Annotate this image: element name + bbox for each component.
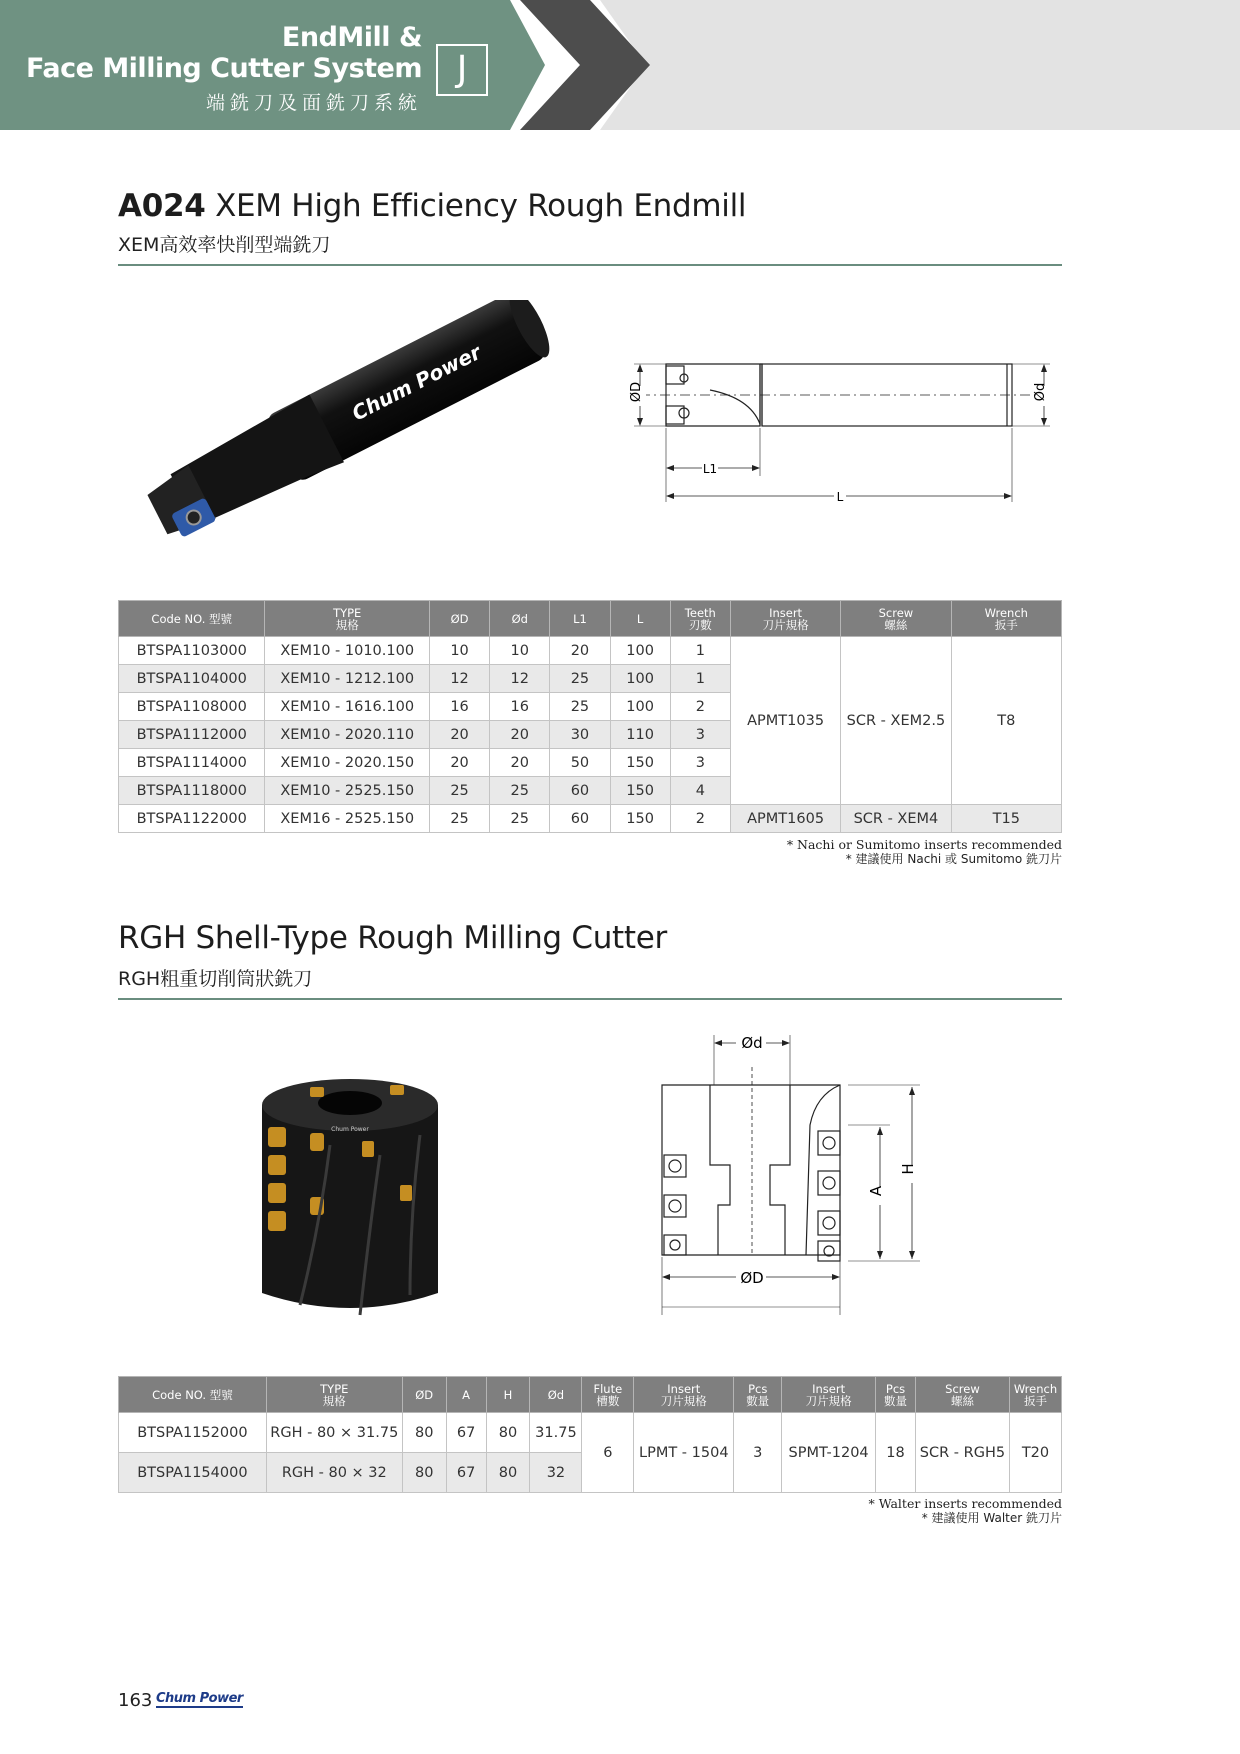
section1-rule — [118, 264, 1062, 266]
xem-spec-table — [118, 600, 1062, 833]
section2-title: RGH Shell-Type Rough Milling Cutter — [118, 920, 667, 956]
page-number: 163 — [118, 1690, 153, 1711]
endmill-photo — [130, 300, 570, 560]
rgh-photo — [250, 1075, 450, 1335]
group-b-screw: SCR - XEM4 — [841, 805, 951, 833]
group-b-wrench: T15 — [951, 805, 1061, 833]
dim-D-label: ØD — [629, 381, 644, 403]
shared-screw: SCR - RGH5 — [915, 1413, 1009, 1493]
shared-pcs2: 18 — [876, 1413, 916, 1493]
section2-note — [868, 1497, 1062, 1525]
rgh-dim-d-label: Ød — [741, 1034, 763, 1052]
col-insert2: Insert 刀片規格 — [782, 1377, 876, 1413]
table-row: BTSPA1104000 XEM10 - 1212.100 12 12 25 100 1 — [119, 665, 1062, 693]
section2-subtitle: RGH粗重切削筒狀銑刀 — [118, 968, 313, 990]
col-H: H — [486, 1377, 530, 1413]
section1-note-en: * Nachi or Sumitomo inserts recommended — [786, 837, 1062, 852]
col-insert1: Insert 刀片規格 — [634, 1377, 734, 1413]
col-insert: Insert 刀片規格 — [730, 601, 840, 637]
col-wrench: Wrench 扳手 — [1009, 1377, 1061, 1413]
footer-logo: Chum Power — [156, 1691, 243, 1706]
col-A: A — [446, 1377, 486, 1413]
section1-title — [118, 188, 746, 224]
dim-d-label: Ød — [1033, 382, 1048, 402]
group-a-insert: APMT1035 — [730, 637, 840, 805]
col-wrench: Wrench 扳手 — [951, 601, 1061, 637]
col-L: L — [610, 601, 670, 637]
shared-pcs1: 3 — [734, 1413, 782, 1493]
group-a-screw: SCR - XEM2.5 — [841, 637, 951, 805]
section1-title-text: XEM High Efficiency Rough Endmill — [215, 188, 747, 224]
section2-note-en: * Walter inserts recommended — [868, 1496, 1062, 1511]
rgh-outline — [662, 1085, 840, 1255]
group-b-insert: APMT1605 — [730, 805, 840, 833]
rgh-spec-table — [118, 1376, 1062, 1493]
table-row: BTSPA1118000 XEM10 - 2525.150 25 25 60 150 4 — [119, 777, 1062, 805]
rgh-flute-curve — [806, 1085, 840, 1255]
brand-title-line2: Face Milling Cutter System — [26, 53, 422, 84]
dim-L-label: L — [836, 490, 844, 504]
col-code: Code NO. 型號 — [119, 601, 265, 637]
rgh-dim-H-label: H — [899, 1163, 917, 1175]
section2-rule — [118, 998, 1062, 1000]
rgh-bore — [318, 1091, 382, 1115]
endmill-drawing — [610, 350, 1070, 510]
table-row: BTSPA1112000 XEM10 - 2020.110 20 20 30 110 3 — [119, 721, 1062, 749]
col-teeth: Teeth 刃數 — [670, 601, 730, 637]
col-type: TYPE 規格 — [266, 1377, 402, 1413]
shared-insert1: LPMT - 1504 — [634, 1413, 734, 1493]
table-row: BTSPA1154000 RGH - 80 × 32 80 67 80 32 — [119, 1453, 1062, 1493]
col-D: ØD — [429, 601, 489, 637]
shared-flute: 6 — [582, 1413, 634, 1493]
group-a-wrench: T8 — [951, 637, 1061, 805]
section1-subtitle: XEM高效率快削型端銑刀 — [118, 234, 331, 256]
table-row: BTSPA1152000 RGH - 80 × 31.75 80 67 80 31.75 6 LPMT - 1504 3 SPMT-1204 18 SCR - RGH5 T20 — [119, 1413, 1062, 1453]
section1-note-zh: * 建議使用 Nachi 或 Sumitomo 銑刀片 — [845, 852, 1062, 866]
table-row: BTSPA1122000 XEM16 - 2525.150 25 25 60 150 2 APMT1605 SCR - XEM4 T15 — [119, 805, 1062, 833]
shared-insert2: SPMT-1204 — [782, 1413, 876, 1493]
col-pcs1: Pcs 數量 — [734, 1377, 782, 1413]
col-L1: L1 — [550, 601, 610, 637]
brand-title-zh: 端銑刀及面銑刀系統 — [205, 92, 422, 114]
col-d: Ød — [490, 601, 550, 637]
table-row: BTSPA1108000 XEM10 - 1616.100 16 16 25 100 2 — [119, 693, 1062, 721]
col-type: TYPE 規格 — [265, 601, 430, 637]
col-D: ØD — [402, 1377, 446, 1413]
rgh-logo-text: Chum Power — [331, 1126, 369, 1133]
col-code: Code NO. 型號 — [119, 1377, 267, 1413]
section1-code: A024 — [118, 188, 206, 224]
col-pcs2: Pcs 數量 — [876, 1377, 916, 1413]
brand-title — [26, 22, 422, 115]
table-header-row — [119, 601, 1062, 637]
section2-note-zh: * 建議使用 Walter 銑刀片 — [921, 1511, 1062, 1525]
banner-light-arrow — [600, 0, 1240, 130]
shared-wrench: T20 — [1009, 1413, 1061, 1493]
table-header-row — [119, 1377, 1062, 1413]
section1-note — [787, 838, 1062, 866]
table-row: BTSPA1103000 XEM10 - 1010.100 10 10 20 100 1 APMT1035 SCR - XEM2.5 T8 — [119, 637, 1062, 665]
rgh-dim-D-label: ØD — [740, 1269, 764, 1287]
rgh-dim-A-label: A — [867, 1185, 885, 1197]
dim-L1-label: L1 — [702, 462, 718, 476]
col-flute: Flute 槽數 — [582, 1377, 634, 1413]
table-row: BTSPA1114000 XEM10 - 2020.150 20 20 50 150 3 — [119, 749, 1062, 777]
header-banner — [0, 0, 1240, 130]
col-screw: Screw 螺絲 — [841, 601, 951, 637]
endmill-logo-text: Chum Power — [348, 339, 485, 426]
col-screw: Screw 螺絲 — [915, 1377, 1009, 1413]
section-letter-badge: J — [436, 44, 488, 96]
rgh-drawing — [640, 1015, 950, 1335]
brand-title-line1: EndMill & — [281, 22, 422, 53]
col-d: Ød — [530, 1377, 582, 1413]
